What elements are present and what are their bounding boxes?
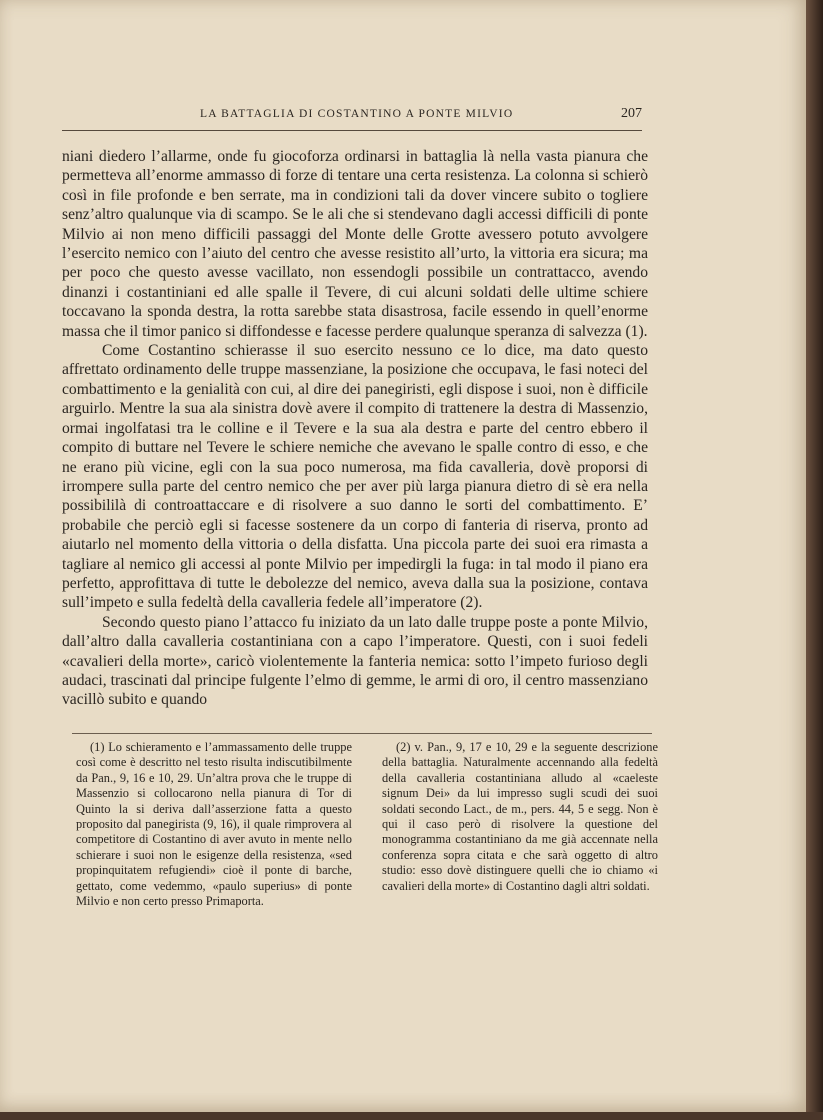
footnote-1: (1) Lo schieramento e l’ammassamento delle truppe così come è descritto nel testo risulta indiscutibilmente da Pan., 9, 16 e 10, 29. Un’altra prova che le truppe di Massenzio si collocarono nella pianura di Tor di Quinto la si deriva dall’asserzione fatta a questo proposito dal panegirista (9, 16), il quale rimprovera al competitore di Costantino di aver avuto in mente nello schierare i suoi non le esigenze della resistenza, «sed propinquitatem refugiendi» cioè il ponte di barche, gettato, come vedemmo, «paulo superius» di ponte Milvio e non certo presso Primaporta. [76, 740, 352, 909]
paragraph: Secondo questo piano l’attacco fu iniziato da un lato dalle truppe poste a ponte Milvio, dall’altro dalla cavalleria costantiniana con a capo l’imperatore. Questi, con i suoi fedeli «cavalieri della morte», caricò violentemente la fanteria nemica: sotto l’impeto furioso degli audaci, trascinati dal principe fulgente l’elmo di gemme, le armi di oro, il centro massenziano vacillò subito e quando [62, 613, 648, 709]
body-text [62, 147, 648, 710]
footnotes [76, 740, 658, 920]
running-title: LA BATTAGLIA DI COSTANTINO A PONTE MILVIO [200, 108, 514, 120]
book-edge [806, 0, 823, 1120]
book-edge-bottom [0, 1112, 823, 1120]
paragraph: niani diedero l’allarme, onde fu giocoforza ordinarsi in battaglia là nella vasta pianura che permetteva all’enorme ammasso di forze di tentare una certa resistenza. La colonna si schierò così in file profonde e ben serrate, ma in condizioni tali da dover vincere subito o togliere senz’altro qualunque via di scampo. Se le ali che si stendevano dagli accessi difficili di ponte Milvio ai non meno difficili passaggi del Monte delle Grotte avessero potuto avvolgere l’esercito nemico con l’aiuto del centro che avesse resistito all’urto, la vittoria era sicura; ma per poco che questo avesse vacillato, non essendogli possibile un contrattacco, avendo dinanzi i costantiniani ed alle spalle il Tevere, di cui alcuni soldati delle ultime schiere toccavano la sponda destra, la rotta sarebbe stata disastrosa, facile essendo in quell’enorme massa che il timor panico si diffondesse e facesse perdere qualunque speranza di salvezza (1). [62, 148, 648, 340]
running-head [62, 106, 642, 126]
footnote-rule [72, 733, 652, 734]
page-number: 207 [621, 106, 642, 121]
footnote-2: (2) v. Pan., 9, 17 e 10, 29 e la seguente descrizione della battaglia. Naturalmente accennando alla fedeltà della cavalleria costantiniana alludo al «caeleste signum Dei» da lui impresso sugli scudi dei suoi soldati secondo Lact., de m., pers. 44, 5 e segg. Non è qui il caso però di risolvere la questione del monogramma costantiniano da me già accennate nella conferenza sopra citata e che sarà oggetto di altro studio: esso dovè distinguere quelli che io chiamo «i cavalieri della morte» di Costantino dagli altri soldati. [382, 740, 658, 893]
header-rule [62, 130, 642, 131]
paragraph: Come Costantino schierasse il suo esercito nessuno ce lo dice, ma dato questo affrettato ordinamento delle truppe massenziane, la posizione che occupava, le fasi noteci del combattimento e la genialità con cui, al dire dei panegiristi, egli dispose i suoi, non è difficile arguirlo. Mentre la sua ala sinistra dovè avere il compito di trattenere la destra di Massenzio, ormai ingolfatasi tra le colline e il Tevere e la sua ala destra e parte del centro ebbero il compito di buttare nel Tevere le schiere nemiche che avevano le spalle contro di esso, e che ne erano più vicine, egli con la sua poco numerosa, ma fida cavalleria, dovè proporsi di irrompere sulla parte del centro nemico che per aver più larga pianura dietro di sè era nella possibililà di controattaccare e di risolvere a suo danno le sorti del combattimento. E’ probabile che perciò egli si facesse sostenere da un corpo di fanteria di riserva, pronto ad aiutarlo nel momento della vittoria o della disfatta. Una piccola parte dei suoi era rimasta a tagliare al nemico gli accessi al ponte Milvio per impedirgli la fuga: in tal modo il piano era perfetto, approfittava di tutte le debolezze del nemico, aveva dalla sua la posizione, contava sull’impeto e sulla fedeltà della cavalleria fedele all’imperatore (2). [62, 342, 648, 612]
